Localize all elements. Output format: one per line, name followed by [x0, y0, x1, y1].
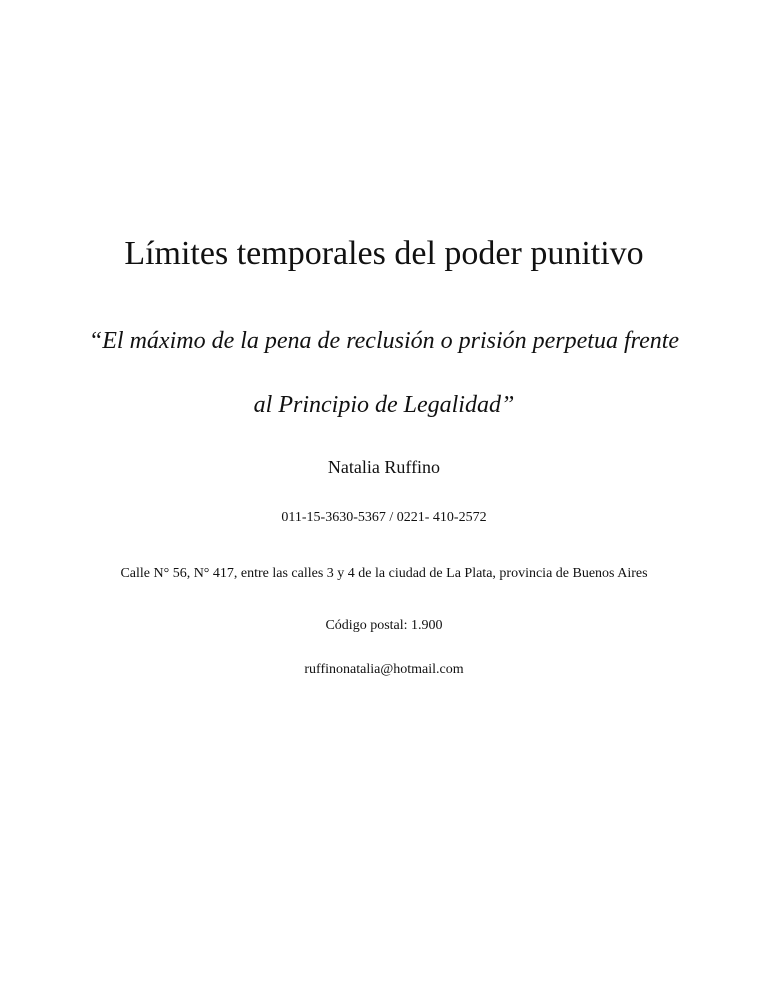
document-subtitle-line-1: “El máximo de la pena de reclusión o prisión perpetua frente [88, 328, 680, 354]
postal-code: Código postal: 1.900 [325, 618, 443, 633]
email-address: ruffinonatalia@hotmail.com [304, 662, 464, 677]
document-title: Límites temporales del poder punitivo [124, 235, 644, 272]
phone-numbers: 011-15-3630-5367 / 0221- 410-2572 [281, 510, 487, 525]
postal-address: Calle N° 56, N° 417, entre las calles 3 y 4 de la ciudad de La Plata, provincia de Buenos Aires [120, 566, 648, 581]
document-subtitle-line-2: al Principio de Legalidad” [253, 392, 515, 418]
author-name: Natalia Ruffino [327, 457, 441, 477]
